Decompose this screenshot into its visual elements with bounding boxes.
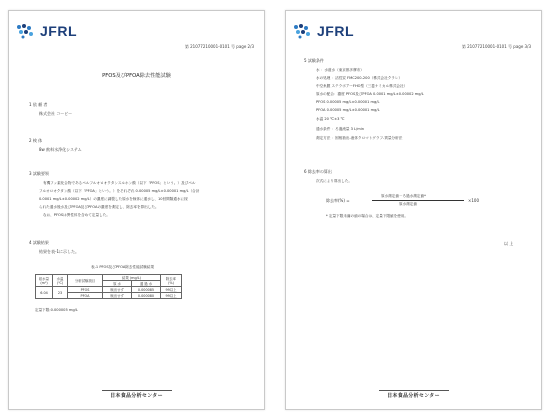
section-text: られた通水後水及びPFOA及びPFOAの濃度を測定し、除去率を算出した。 xyxy=(39,205,159,209)
section-heading: 1 依 頼 者 xyxy=(29,102,48,107)
section-heading: 3 試験要領 xyxy=(29,171,49,176)
table-caption: 表-1 PFOS及びPFOA除去性能試験結果 xyxy=(91,265,155,269)
table-cell: 検出せず xyxy=(103,287,132,293)
jfrl-logo xyxy=(292,23,354,39)
table-cell: PFOS xyxy=(68,287,103,293)
section-text: 次式により算出した。 xyxy=(316,179,352,183)
page-footer xyxy=(9,390,264,399)
condition-line: 中空糸膜 ステラポアーFHO型（三菱ケミカル株式会社） xyxy=(316,84,408,88)
condition-line: 測定方法 ：固相抽出-液体クロマトグラフ-質量分析法 xyxy=(316,136,403,140)
report-title: PFOS及びPFOA除去性能試験 xyxy=(102,73,171,79)
section-text: 0.0001 mg/L±0.00002 mg/L）の濃度に調製した原水を検体に通水し、10回間隔通水に採 xyxy=(39,197,188,201)
table-header: 原 水 xyxy=(103,281,132,287)
formula-numerator: 原水測定値－ろ過水測定値* xyxy=(381,194,426,198)
formula-label: 除去率(%) = xyxy=(326,198,350,203)
table-cell: 0.000080 xyxy=(132,293,161,299)
table-cell: 99以上 xyxy=(161,293,182,299)
document-number: 第 21077210001-0101 号 page 3/3 xyxy=(461,44,531,49)
detection-limit-note: 定量下限:0.000005 mg/L xyxy=(35,308,78,312)
condition-line: PFOA 0.00005 mg/L±0.00001 mg/L xyxy=(316,108,380,112)
fraction-bar xyxy=(372,200,464,201)
end-mark: 以 上 xyxy=(504,241,514,246)
logo-mark-icon xyxy=(15,23,37,39)
section-heading: 5 試験条件 xyxy=(304,58,324,63)
footer-organization: 日本食品分析センター xyxy=(387,393,440,399)
table-header: 水温 (℃) xyxy=(53,275,68,287)
condition-line: 水温 20 ℃±3 ℃ xyxy=(316,117,345,121)
page-footer xyxy=(286,390,541,399)
formula-multiplier: ×100 xyxy=(468,198,479,203)
table-header: 結果 (mg/L) xyxy=(103,275,161,281)
table-cell: 6.04 xyxy=(36,287,53,299)
table-cell: 検出せず xyxy=(103,293,132,299)
footer-divider xyxy=(102,390,172,391)
report-page-2 xyxy=(8,10,265,410)
section-text: なお、PFOSは異性体を含めて定量した。 xyxy=(43,213,110,217)
logo-text: JFRL xyxy=(317,23,354,39)
logo-mark-icon xyxy=(292,23,314,39)
logo-text: JFRL xyxy=(40,23,77,39)
results-table xyxy=(35,274,182,299)
condition-line: 水の処理 ：活性炭 FMC200-200（株式会社クラレ） xyxy=(316,76,403,80)
table-header: 除去率 (%) xyxy=(161,275,182,287)
section-text: 8w 飲料水浄化システム xyxy=(39,147,82,152)
section-text: 株式会社 コーピー xyxy=(39,111,73,116)
formula-note: * 定量下限未満の値の場合は、定量下限値を使用。 xyxy=(326,214,409,218)
section-heading: 4 試験結果 xyxy=(29,240,49,245)
condition-line: PFOS 0.00005 mg/L±0.00001 mg/L xyxy=(316,100,380,104)
table-cell: 0.000085 xyxy=(132,287,161,293)
section-heading: 6 除去率の算出 xyxy=(304,169,332,174)
condition-line: 原水の配合：濃度 PFOS及びPFOA 0.0001 mg/L±0.00002 mg/L xyxy=(316,92,424,96)
table-cell: 23 xyxy=(53,287,68,299)
footer-divider xyxy=(379,390,449,391)
report-page-3 xyxy=(285,10,542,410)
table-header: 総水量 (m³) xyxy=(36,275,53,287)
section-text: フルオロオクタン酸（以下「PFOA」という。）をそれぞれ 0.00005 mg/L±0.00001 mg/L（合計 xyxy=(39,189,200,193)
section-heading: 2 検 体 xyxy=(29,138,43,143)
section-text: 結果を表-1に示した。 xyxy=(39,249,79,254)
table-header: 通 過 水 xyxy=(132,281,161,287)
jfrl-logo xyxy=(15,23,77,39)
table-cell: 99以上 xyxy=(161,287,182,293)
footer-organization: 日本食品分析センター xyxy=(110,393,163,399)
condition-line: 水 ：水道水（東京都多摩市） xyxy=(316,68,364,72)
table-header: 分析試験項目 xyxy=(68,275,103,287)
condition-line: 通水条件 ：ろ過流量 3 L/min xyxy=(316,127,365,131)
formula-denominator: 原水測定値 xyxy=(399,202,417,206)
table-cell: PFOA xyxy=(68,293,103,299)
section-text: 有機フッ素化合物であるペルフルオロオクタンスルホン酸（以下「PFOS」という。）及びペル xyxy=(43,181,196,185)
document-number: 第 21077210001-0101 号 page 2/3 xyxy=(184,44,254,49)
